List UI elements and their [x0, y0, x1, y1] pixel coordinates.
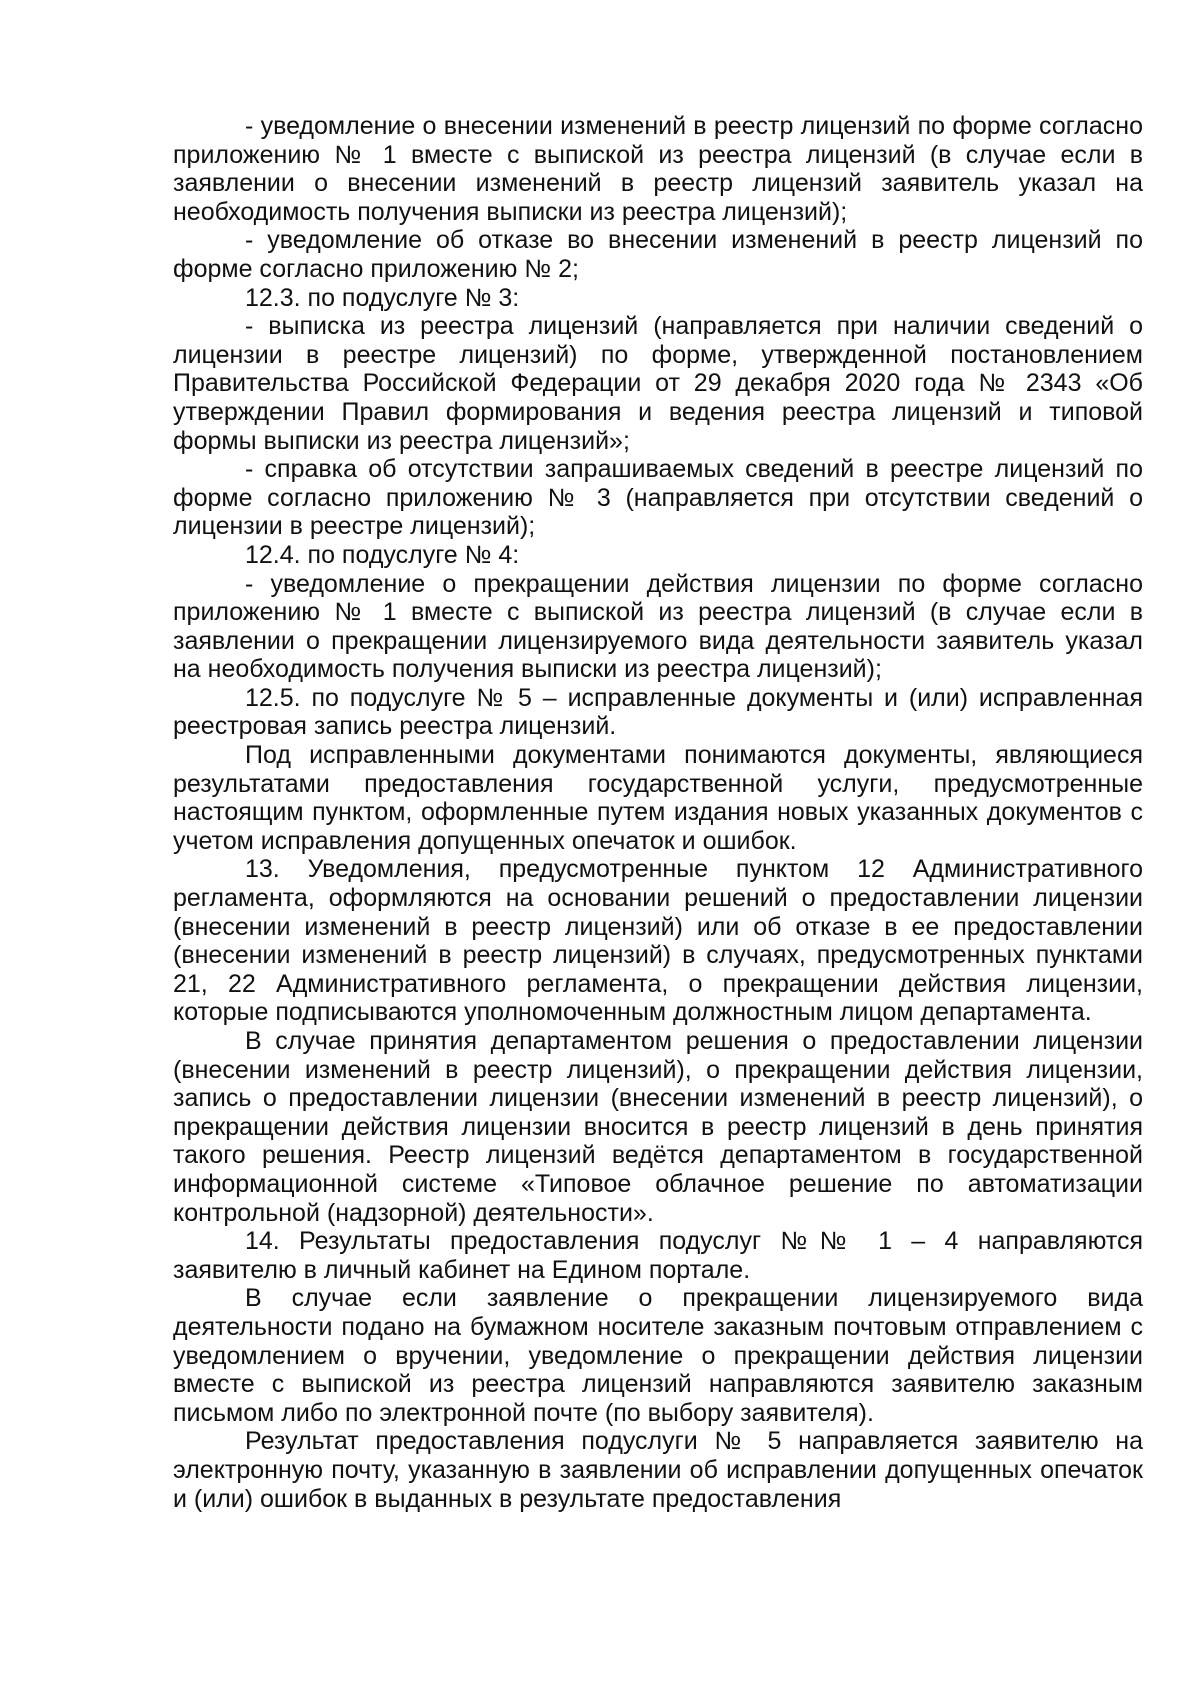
paragraph: 13. Уведомления, предусмотренные пунктом 12 Административного регламента, оформляются на основании решений о предоставлении лицензии (внесении изменений в реестр лицензий) или об отказе в ее предоставлении (внесении изменений в реестр лицензий) в случаях, предусмотренных пунктами 21, 22 Административного регламента, о прекращении действия лицензии, которые подписываются уполномоченным должностным лицом департамента.: [173, 855, 1143, 1027]
paragraph: 12.5. по подуслуге № 5 – исправленные документы и (или) исправленная реестровая запись реестра лицензий.: [173, 683, 1143, 741]
paragraph: 14. Результаты предоставления подуслуг №№ 1 – 4 направляются заявителю в личный кабинет на Едином портале.: [173, 1227, 1143, 1284]
document-body: [173, 112, 1143, 1513]
paragraph: 12.4. по подуслуге № 4:: [245, 540, 520, 569]
paragraph: 12.3. по подуслуге № 3:: [245, 283, 520, 312]
paragraph: - уведомление о прекращении действия лицензии по форме согласно приложению № 1 вместе с выпиской из реестра лицензий (в случае если в заявлении о прекращении лицензируемого вида деятельности заявитель указал на необходимость получения выписки из реестра лицензий);: [173, 569, 1143, 684]
paragraph: - уведомление об отказе во внесении изменений в реестр лицензий по форме согласно приложению № 2;: [173, 226, 1143, 283]
paragraph: Результат предоставления подуслуги № 5 направляется заявителю на электронную почту, указанную в заявлении об исправлении допущенных опечаток и (или) ошибок в выданных в результате предоставления: [173, 1427, 1143, 1513]
paragraph: - выписка из реестра лицензий (направляется при наличии сведений о лицензии в реестре лицензий) по форме, утвержденной постановлением Правительства Российской Федерации от 29 декабря 2020 года № 2343 «Об утверждении Правил формирования и ведения реестра лицензий и типовой формы выписки из реестра лицензий»;: [173, 312, 1143, 455]
paragraph: Под исправленными документами понимаются документы, являющиеся результатами предоставления государственной услуги, предусмотренные настоящим пунктом, оформленные путем издания новых указанных документов с учетом исправления допущенных опечаток и ошибок.: [173, 741, 1143, 855]
paragraph: В случае если заявление о прекращении лицензируемого вида деятельности подано на бумажном носителе заказным почтовым отправлением с уведомлением о вручении, уведомление о прекращении действия лицензии вместе с выпиской из реестра лицензий направляются заявителю заказным письмом либо по электронной почте (по выбору заявителя).: [173, 1284, 1143, 1427]
paragraph: - справка об отсутствии запрашиваемых сведений в реестре лицензий по форме согласно приложению № 3 (направляется при отсутствии сведений о лицензии в реестре лицензий);: [173, 455, 1143, 541]
paragraph: В случае принятия департаментом решения о предоставлении лицензии (внесении изменений в реестр лицензий), о прекращении действия лицензии, запись о предоставлении лицензии (внесении изменений в реестр лицензий), о прекращении действия лицензии вносится в реестр лицензий в день принятия такого решения. Реестр лицензий ведётся департаментом в государственной информационной системе «Типовое облачное решение по автоматизации контрольной (надзорной) деятельности».: [173, 1027, 1143, 1227]
paragraph: - уведомление о внесении изменений в реестр лицензий по форме согласно приложению № 1 вместе с выпиской из реестра лицензий (в случае если в заявлении о внесении изменений в реестр лицензий заявитель указал на необходимость получения выписки из реестра лицензий);: [173, 112, 1143, 226]
